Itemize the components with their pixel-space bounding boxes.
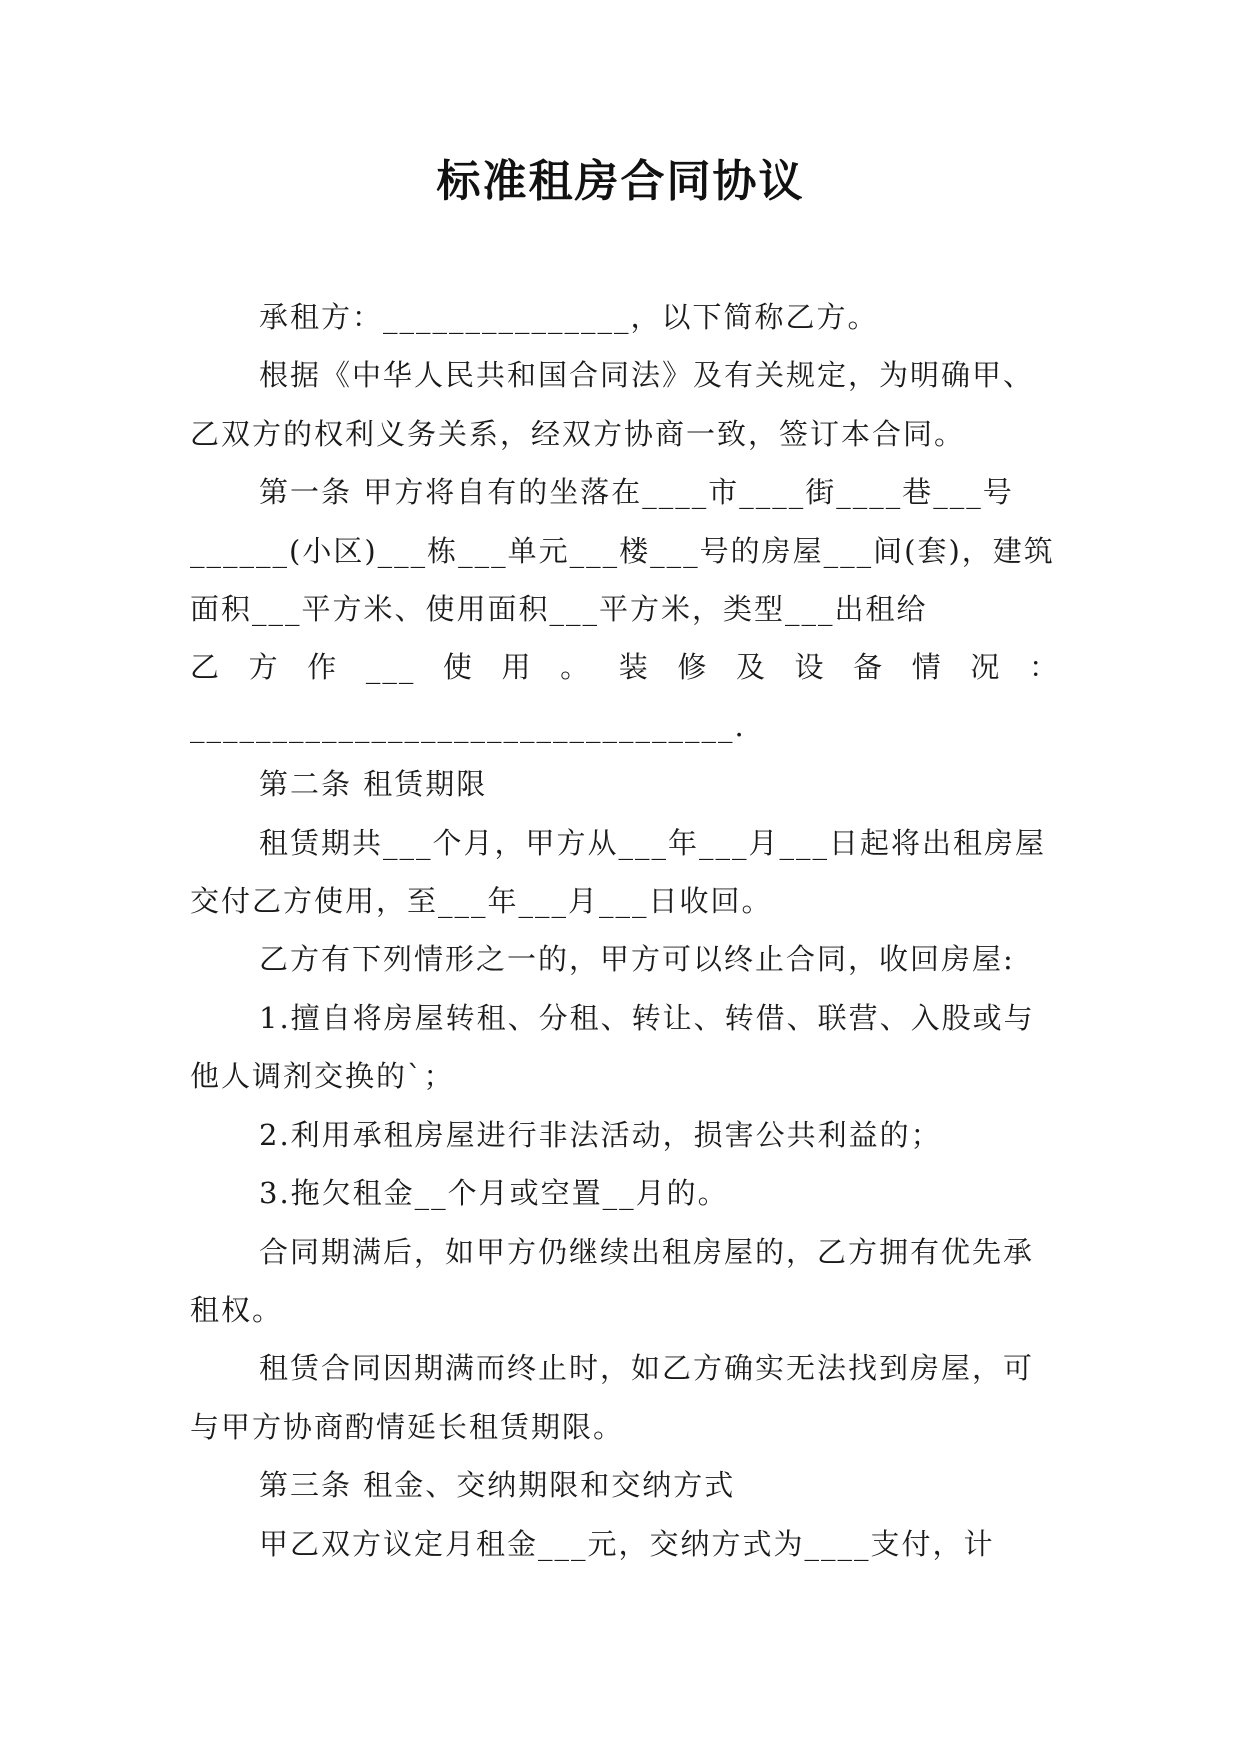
list-item-termination-3: 3.拖欠租金__个月或空置__月的。: [259, 1176, 729, 1211]
paragraph-article-1: 第一条 甲方将自有的坐落在____市____街____巷___号______(小区)___栋___单元___楼___号的房屋___间(套)，建筑面积___平方米、使用面积___平方米，类型___出租给: [190, 475, 1055, 627]
document-body: [190, 288, 1060, 1573]
page-title: 标准租房合同协议: [436, 156, 805, 207]
paragraph-termination-intro: 乙方有下列情形之一的，甲方可以终止合同，收回房屋:: [259, 942, 1015, 977]
heading-article-3: 第三条 租金、交纳期限和交纳方式: [259, 1468, 736, 1503]
paragraph-rent: 甲乙双方议定月租金___元，交纳方式为____支付，计: [259, 1526, 995, 1561]
list-item-termination-2: 2.利用承租房屋进行非法活动，损害公共利益的；: [259, 1117, 942, 1152]
heading-article-2: 第二条 租赁期限: [259, 767, 488, 802]
paragraph-lease-term: 租赁期共___个月，甲方从___年___月___日起将出租房屋交付乙方使用，至___年___月___日收回。: [190, 825, 1047, 919]
paragraph-article-1-blank: _________________________________.: [190, 708, 746, 743]
paragraph-priority-right: 合同期满后，如甲方仍继续出租房屋的，乙方拥有优先承租权。: [190, 1234, 1035, 1327]
paragraph-extension: 租赁合同因期满而终止时，如乙方确实无法找到房屋，可与甲方协商酌情延长租赁期限。: [190, 1351, 1035, 1444]
paragraph-article-1-usage: 乙方作___使用。装修及设备情况：: [190, 650, 1060, 685]
list-item-termination-1: 1.擅自将房屋转租、分租、转让、转借、联营、入股或与他人调剂交换的`；: [190, 1000, 1035, 1094]
paragraph-lessee: 承租方：_______________，以下简称乙方。: [259, 300, 879, 334]
paragraph-preamble: 根据《中华人民共和国合同法》及有关规定，为明确甲、乙双方的权利义务关系，经双方协商一致，签订本合同。: [190, 358, 1035, 451]
